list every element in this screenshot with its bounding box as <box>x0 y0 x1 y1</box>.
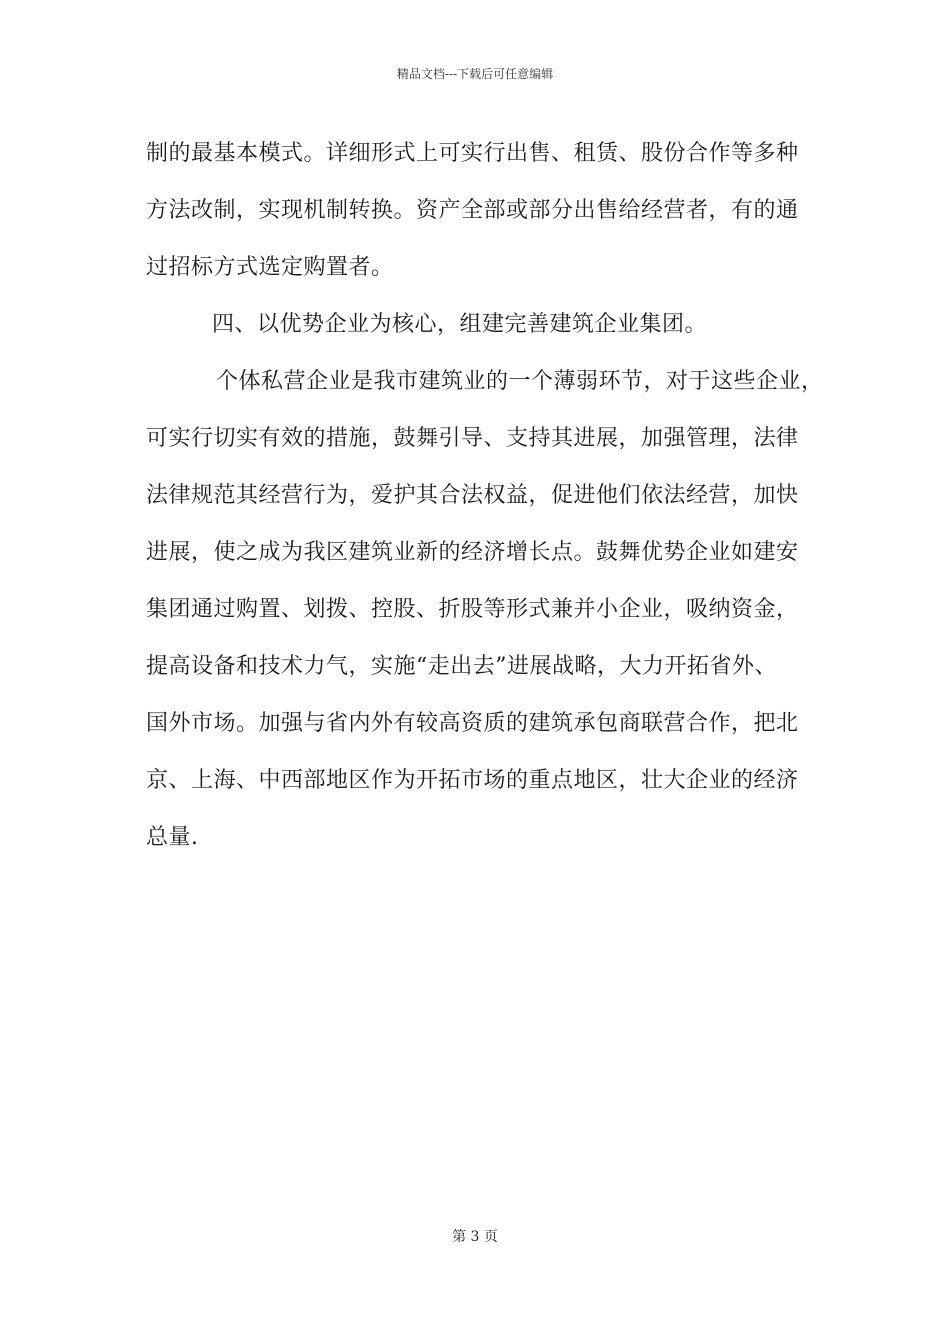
text-line: 制的最基本模式。详细形式上可实行出售、租赁、股份合作等多种 <box>146 141 799 166</box>
text-line: 方法改制，实现机制转换。资产全部或部分出售给经营者，有的通 <box>146 198 799 223</box>
document-body <box>146 134 824 875</box>
section-heading: 四、以优势企业为核心，组建完善建筑企业集团。 <box>212 312 708 337</box>
page-header: 精品文档---下载后可任意编辑 <box>396 67 554 81</box>
text-line: 过招标方式选定购置者。 <box>146 255 394 280</box>
text-line: 提高设备和技术力气，实施“走出去”进展战略，大力开拓省外、 <box>146 654 777 679</box>
text-line: 可实行切实有效的措施，鼓舞引导、支持其进展，加强管理，法律 <box>146 426 799 451</box>
text-line: 进展，使之成为我区建筑业新的经济增长点。鼓舞优势企业如建安 <box>146 540 799 565</box>
text-line: 集团通过购置、划拨、控股、折股等形式兼并小企业，吸纳资金， <box>146 597 799 622</box>
text-line: 国外市场。加强与省内外有较高资质的建筑承包商联营合作，把北 <box>146 711 799 736</box>
text-line: 法律规范其经营行为，爱护其合法权益，促进他们依法经营，加快 <box>146 483 799 508</box>
text-line: 总量. <box>146 825 199 850</box>
page-number: 第 3 页 <box>452 1229 498 1245</box>
text-line: 京、上海、中西部地区作为开拓市场的重点地区，壮大企业的经济 <box>146 768 799 793</box>
text-line: 个体私营企业是我市建筑业的一个薄弱环节，对于这些企业， <box>216 369 824 394</box>
